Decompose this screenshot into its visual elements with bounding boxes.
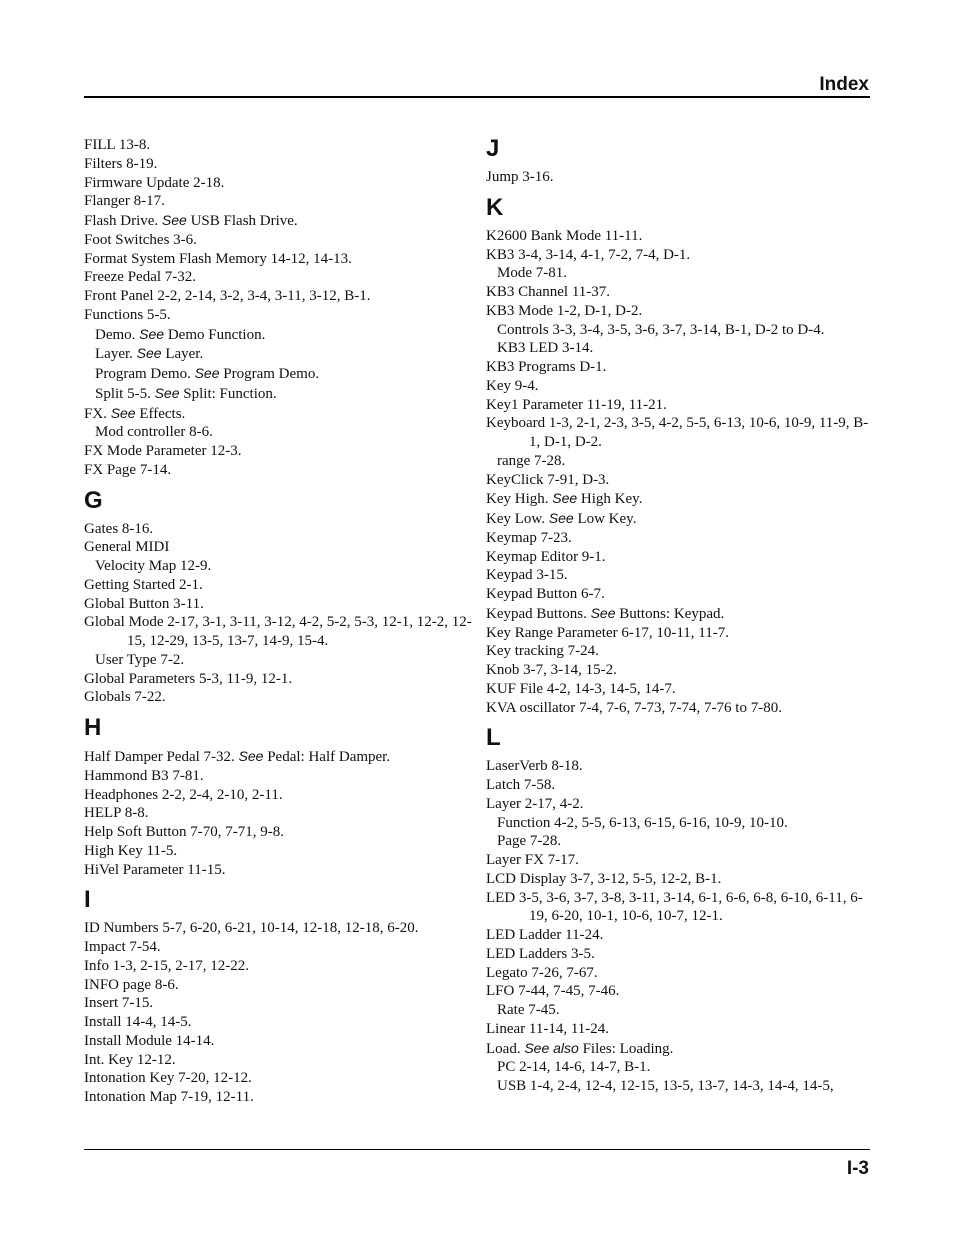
index-entry bbox=[84, 804, 474, 823]
index-subentry bbox=[84, 557, 474, 576]
entry-text: LED 3-5, 3-6, 3-7, 3-8, 3-11, 3-14, 6-1, 6-6, 6-8, 6-10, 6-11, 6-19, 6-20, 10-1, 10-6, 10-7, 12-1. bbox=[486, 889, 863, 925]
index-entry bbox=[486, 680, 876, 699]
entry-text: Int. Key 12-12. bbox=[84, 1051, 176, 1068]
index-entry bbox=[84, 976, 474, 995]
section-letter-i: I bbox=[84, 886, 91, 914]
index-entry bbox=[486, 661, 876, 680]
index-subentry bbox=[486, 339, 876, 358]
entry-text: Firmware Update 2-18. bbox=[84, 174, 225, 191]
see-reference: See bbox=[154, 384, 180, 401]
entry-text: KB3 Programs D-1. bbox=[486, 359, 607, 375]
entry-text: Keymap Editor 9-1. bbox=[486, 548, 606, 565]
entry-text: KUF File 4-2, 14-3, 14-5, 14-7. bbox=[486, 680, 676, 697]
index-entry bbox=[84, 861, 474, 880]
entry-text: Velocity Map 12-9. bbox=[95, 558, 212, 574]
see-target: USB Flash Drive. bbox=[186, 213, 298, 229]
index-entry bbox=[84, 136, 474, 155]
entry-text: Layer. bbox=[95, 346, 137, 363]
entry-text: KeyClick 7-91, D-3. bbox=[486, 471, 610, 488]
entry-text: LED Ladders 3-5. bbox=[486, 945, 595, 962]
see-target: Pedal: Half Damper. bbox=[263, 749, 391, 765]
index-entry bbox=[486, 604, 876, 624]
entry-text: Keyboard 1-3, 2-1, 2-3, 3-5, 4-2, 5-5, 6-13, 10-6, 10-9, 11-9, B-1, D-1, D-2. bbox=[486, 415, 869, 450]
index-entry bbox=[84, 1088, 474, 1107]
index-entry bbox=[84, 919, 474, 938]
index-entry bbox=[486, 414, 876, 452]
page-number: I-3 bbox=[846, 1158, 869, 1179]
index-entry bbox=[84, 404, 474, 424]
see-reference: See bbox=[238, 748, 264, 764]
index-entry bbox=[486, 699, 876, 718]
index-entry bbox=[486, 227, 876, 246]
index-subentry bbox=[84, 384, 474, 404]
entry-text: FX Page 7-14. bbox=[84, 461, 172, 478]
header-rule bbox=[84, 96, 870, 98]
index-entry bbox=[84, 786, 474, 805]
section-letter-l: L bbox=[486, 724, 501, 752]
entry-text: Global Mode 2-17, 3-1, 3-11, 3-12, 4-2, 5-2, 5-3, 12-1, 12-2, 12-15, 12-29, 13-5, 13-7, 14-9, 15-4. bbox=[84, 614, 472, 649]
see-target: Layer. bbox=[161, 346, 204, 363]
index-entry bbox=[486, 795, 876, 814]
index-subentry bbox=[84, 364, 474, 384]
entry-text: Key High. bbox=[486, 491, 553, 508]
entry-text: Functions 5-5. bbox=[84, 306, 171, 323]
see-reference: See bbox=[548, 510, 574, 526]
entry-text: Layer FX 7-17. bbox=[486, 852, 579, 868]
see-target: High Key. bbox=[577, 491, 643, 508]
index-entry bbox=[84, 842, 474, 861]
entry-text: Global Parameters 5-3, 11-9, 12-1. bbox=[84, 670, 293, 687]
entry-text: Globals 7-22. bbox=[84, 689, 166, 706]
entry-text: Keypad 3-15. bbox=[486, 567, 568, 584]
entry-text: Demo. bbox=[95, 326, 140, 343]
entry-text: Load. bbox=[486, 1040, 525, 1057]
entry-text: Intonation Key 7-20, 12-12. bbox=[84, 1070, 252, 1087]
index-subentry bbox=[486, 264, 876, 283]
entry-text: Controls 3-3, 3-4, 3-5, 3-6, 3-7, 3-14, B-1, D-2 to D-4. bbox=[497, 321, 825, 338]
entry-text: Flanger 8-17. bbox=[84, 193, 165, 210]
entry-text: Keypad Buttons. bbox=[486, 605, 591, 622]
section-letter-k: K bbox=[486, 193, 504, 221]
index-subentry bbox=[486, 452, 876, 471]
see-reference: See bbox=[136, 345, 162, 362]
entry-text: LCD Display 3-7, 3-12, 5-5, 12-2, B-1. bbox=[486, 870, 722, 887]
entry-text: Info 1-3, 2-15, 2-17, 12-22. bbox=[84, 957, 249, 974]
entry-text: Key 9-4. bbox=[486, 377, 539, 394]
index-subentry bbox=[486, 1077, 876, 1096]
index-entry bbox=[486, 945, 876, 964]
see-reference: See bbox=[161, 212, 187, 228]
index-entry bbox=[486, 642, 876, 661]
index-entry bbox=[84, 250, 474, 269]
see-target: Program Demo. bbox=[219, 366, 320, 382]
entry-text: Help Soft Button 7-70, 7-71, 9-8. bbox=[84, 824, 284, 840]
index-entry bbox=[486, 982, 876, 1001]
entry-text: Key Range Parameter 6-17, 10-11, 11-7. bbox=[486, 624, 729, 641]
see-target: Low Key. bbox=[573, 511, 637, 527]
index-entry bbox=[486, 870, 876, 889]
index-entry bbox=[84, 155, 474, 174]
index-subentry bbox=[486, 814, 876, 833]
entry-text: Knob 3-7, 3-14, 15-2. bbox=[486, 662, 617, 678]
entry-text: PC 2-14, 14-6, 14-7, B-1. bbox=[497, 1059, 651, 1076]
entry-text: K2600 Bank Mode 11-11. bbox=[486, 227, 643, 244]
entry-text: Intonation Map 7-19, 12-11. bbox=[84, 1089, 254, 1105]
footer-rule bbox=[84, 1149, 870, 1150]
running-header-title: Index bbox=[819, 74, 869, 95]
entry-text: KB3 LED 3-14. bbox=[497, 340, 594, 357]
index-entry bbox=[84, 994, 474, 1013]
see-reference: See bbox=[590, 604, 616, 621]
index-entry bbox=[486, 168, 876, 187]
entry-text: Filters 8-19. bbox=[84, 155, 158, 172]
entry-text: INFO page 8-6. bbox=[84, 976, 179, 993]
entry-text: Program Demo. bbox=[95, 366, 195, 382]
index-entry bbox=[84, 1051, 474, 1070]
entry-text: High Key 11-5. bbox=[84, 842, 178, 859]
index-entry bbox=[486, 509, 876, 529]
index-entry bbox=[486, 377, 876, 396]
index-subentry bbox=[486, 321, 876, 340]
entry-text: Keymap 7-23. bbox=[486, 529, 572, 546]
index-subentry bbox=[486, 1001, 876, 1020]
entry-text: Hammond B3 7-81. bbox=[84, 767, 204, 784]
index-subentry bbox=[84, 651, 474, 670]
entry-text: Freeze Pedal 7-32. bbox=[84, 269, 197, 286]
entry-text: Key Low. bbox=[486, 511, 549, 527]
index-entry bbox=[486, 1039, 876, 1059]
index-entry bbox=[84, 287, 474, 306]
see-reference: See bbox=[552, 490, 578, 507]
index-entry bbox=[486, 926, 876, 945]
entry-text: Function 4-2, 5-5, 6-13, 6-15, 6-16, 10-9, 10-10. bbox=[497, 814, 788, 831]
entry-text: LaserVerb 8-18. bbox=[486, 758, 583, 775]
index-entry bbox=[84, 576, 474, 595]
see-reference: See bbox=[110, 404, 136, 421]
index-entry bbox=[486, 757, 876, 776]
entry-text: LED Ladder 11-24. bbox=[486, 927, 604, 943]
index-entry bbox=[486, 776, 876, 795]
index-entry bbox=[486, 548, 876, 567]
index-entry bbox=[486, 283, 876, 302]
index-entry bbox=[84, 823, 474, 842]
index-entry bbox=[486, 851, 876, 870]
see-reference: See bbox=[194, 365, 220, 381]
entry-text: LFO 7-44, 7-45, 7-46. bbox=[486, 983, 620, 1000]
section-letter-j: J bbox=[486, 135, 500, 162]
entry-text: Impact 7-54. bbox=[84, 939, 161, 955]
entry-text: KVA oscillator 7-4, 7-6, 7-73, 7-74, 7-76 to 7-80. bbox=[486, 699, 782, 716]
index-subentry bbox=[84, 423, 474, 442]
index-entry bbox=[486, 358, 876, 377]
entry-text: Jump 3-16. bbox=[486, 169, 554, 185]
entry-text: Install 14-4, 14-5. bbox=[84, 1014, 192, 1030]
entry-text: HiVel Parameter 11-15. bbox=[84, 861, 226, 878]
index-entry bbox=[84, 957, 474, 976]
index-entry bbox=[84, 1069, 474, 1088]
entry-text: HELP 8-8. bbox=[84, 805, 149, 822]
see-target: Demo Function. bbox=[164, 326, 266, 343]
entry-text: Layer 2-17, 4-2. bbox=[486, 795, 584, 812]
index-entry bbox=[84, 1013, 474, 1032]
index-subentry bbox=[486, 1058, 876, 1077]
entry-text: Format System Flash Memory 14-12, 14-13. bbox=[84, 250, 352, 267]
entry-text: Latch 7-58. bbox=[486, 777, 556, 793]
see-reference: See also bbox=[524, 1039, 579, 1056]
index-entry bbox=[84, 192, 474, 211]
index-entry bbox=[84, 520, 474, 539]
index-entry bbox=[84, 938, 474, 957]
index-entry bbox=[486, 246, 876, 265]
index-entry bbox=[486, 529, 876, 548]
index-entry bbox=[84, 767, 474, 786]
entry-text: User Type 7-2. bbox=[95, 651, 185, 668]
index-entry bbox=[84, 442, 474, 461]
index-entry bbox=[84, 1032, 474, 1051]
index-entry bbox=[486, 889, 876, 927]
index-subentry bbox=[486, 832, 876, 851]
index-entry bbox=[486, 489, 876, 509]
entry-text: Mode 7-81. bbox=[497, 265, 567, 282]
index-entry bbox=[486, 302, 876, 321]
index-entry bbox=[84, 174, 474, 193]
index-entry bbox=[84, 670, 474, 689]
index-entry bbox=[84, 461, 474, 480]
entry-text: Rate 7-45. bbox=[497, 1002, 560, 1018]
see-target: Split: Function. bbox=[179, 385, 277, 402]
entry-text: Mod controller 8-6. bbox=[95, 424, 213, 441]
entry-text: range 7-28. bbox=[497, 452, 566, 469]
see-target: Effects. bbox=[135, 405, 186, 422]
entry-text: Insert 7-15. bbox=[84, 995, 154, 1012]
entry-text: Install Module 14-14. bbox=[84, 1032, 215, 1049]
entry-text: KB3 3-4, 3-14, 4-1, 7-2, 7-4, D-1. bbox=[486, 246, 691, 263]
index-subentry bbox=[84, 325, 474, 345]
index-entry bbox=[84, 268, 474, 287]
index-entry bbox=[486, 471, 876, 490]
see-reference: See bbox=[139, 325, 165, 342]
entry-text: KB3 Channel 11-37. bbox=[486, 284, 611, 300]
entry-text: Half Damper Pedal 7-32. bbox=[84, 749, 239, 765]
entry-text: Foot Switches 3-6. bbox=[84, 231, 197, 248]
index-entry bbox=[486, 585, 876, 604]
entry-text: Headphones 2-2, 2-4, 2-10, 2-11. bbox=[84, 786, 283, 803]
index-entry bbox=[486, 1020, 876, 1039]
index-column-left bbox=[84, 136, 474, 1107]
entry-text: Key1 Parameter 11-19, 11-21. bbox=[486, 396, 667, 413]
entry-text: Gates 8-16. bbox=[84, 520, 154, 537]
section-letter-h: H bbox=[84, 714, 102, 741]
see-target: Files: Loading. bbox=[578, 1040, 674, 1057]
index-entry bbox=[84, 306, 474, 325]
entry-text: USB 1-4, 2-4, 12-4, 12-15, 13-5, 13-7, 14-3, 14-4, 14-5, bbox=[497, 1078, 834, 1094]
entry-text: Getting Started 2-1. bbox=[84, 576, 203, 593]
entry-text: FILL 13-8. bbox=[84, 137, 151, 153]
index-entry bbox=[486, 566, 876, 585]
entry-text: KB3 Mode 1-2, D-1, D-2. bbox=[486, 302, 643, 319]
index-column-right bbox=[486, 136, 876, 1096]
entry-text: Linear 11-14, 11-24. bbox=[486, 1020, 610, 1037]
see-target: Buttons: Keypad. bbox=[615, 605, 725, 622]
index-entry bbox=[486, 624, 876, 643]
index-entry bbox=[486, 964, 876, 983]
entry-text: Page 7-28. bbox=[497, 833, 562, 850]
index-entry bbox=[486, 396, 876, 415]
index-entry bbox=[84, 211, 474, 231]
index-entry bbox=[84, 538, 474, 557]
entry-text: Split 5-5. bbox=[95, 385, 155, 402]
index-entry bbox=[84, 747, 474, 767]
entry-text: ID Numbers 5-7, 6-20, 6-21, 10-14, 12-18, 12-18, 6-20. bbox=[84, 920, 419, 937]
index-entry bbox=[84, 231, 474, 250]
index-entry bbox=[84, 688, 474, 707]
entry-text: Key tracking 7-24. bbox=[486, 643, 599, 660]
section-letter-g: G bbox=[84, 486, 103, 514]
entry-text: Flash Drive. bbox=[84, 213, 162, 229]
index-entry bbox=[84, 613, 474, 651]
index-subentry bbox=[84, 344, 474, 364]
entry-text: Legato 7-26, 7-67. bbox=[486, 964, 598, 981]
entry-text: General MIDI bbox=[84, 539, 170, 556]
entry-text: FX. bbox=[84, 405, 111, 422]
entry-text: Global Button 3-11. bbox=[84, 595, 204, 612]
entry-text: Front Panel 2-2, 2-14, 3-2, 3-4, 3-11, 3-12, B-1. bbox=[84, 288, 371, 304]
index-entry bbox=[84, 595, 474, 614]
entry-text: FX Mode Parameter 12-3. bbox=[84, 443, 242, 459]
entry-text: Keypad Button 6-7. bbox=[486, 586, 605, 602]
